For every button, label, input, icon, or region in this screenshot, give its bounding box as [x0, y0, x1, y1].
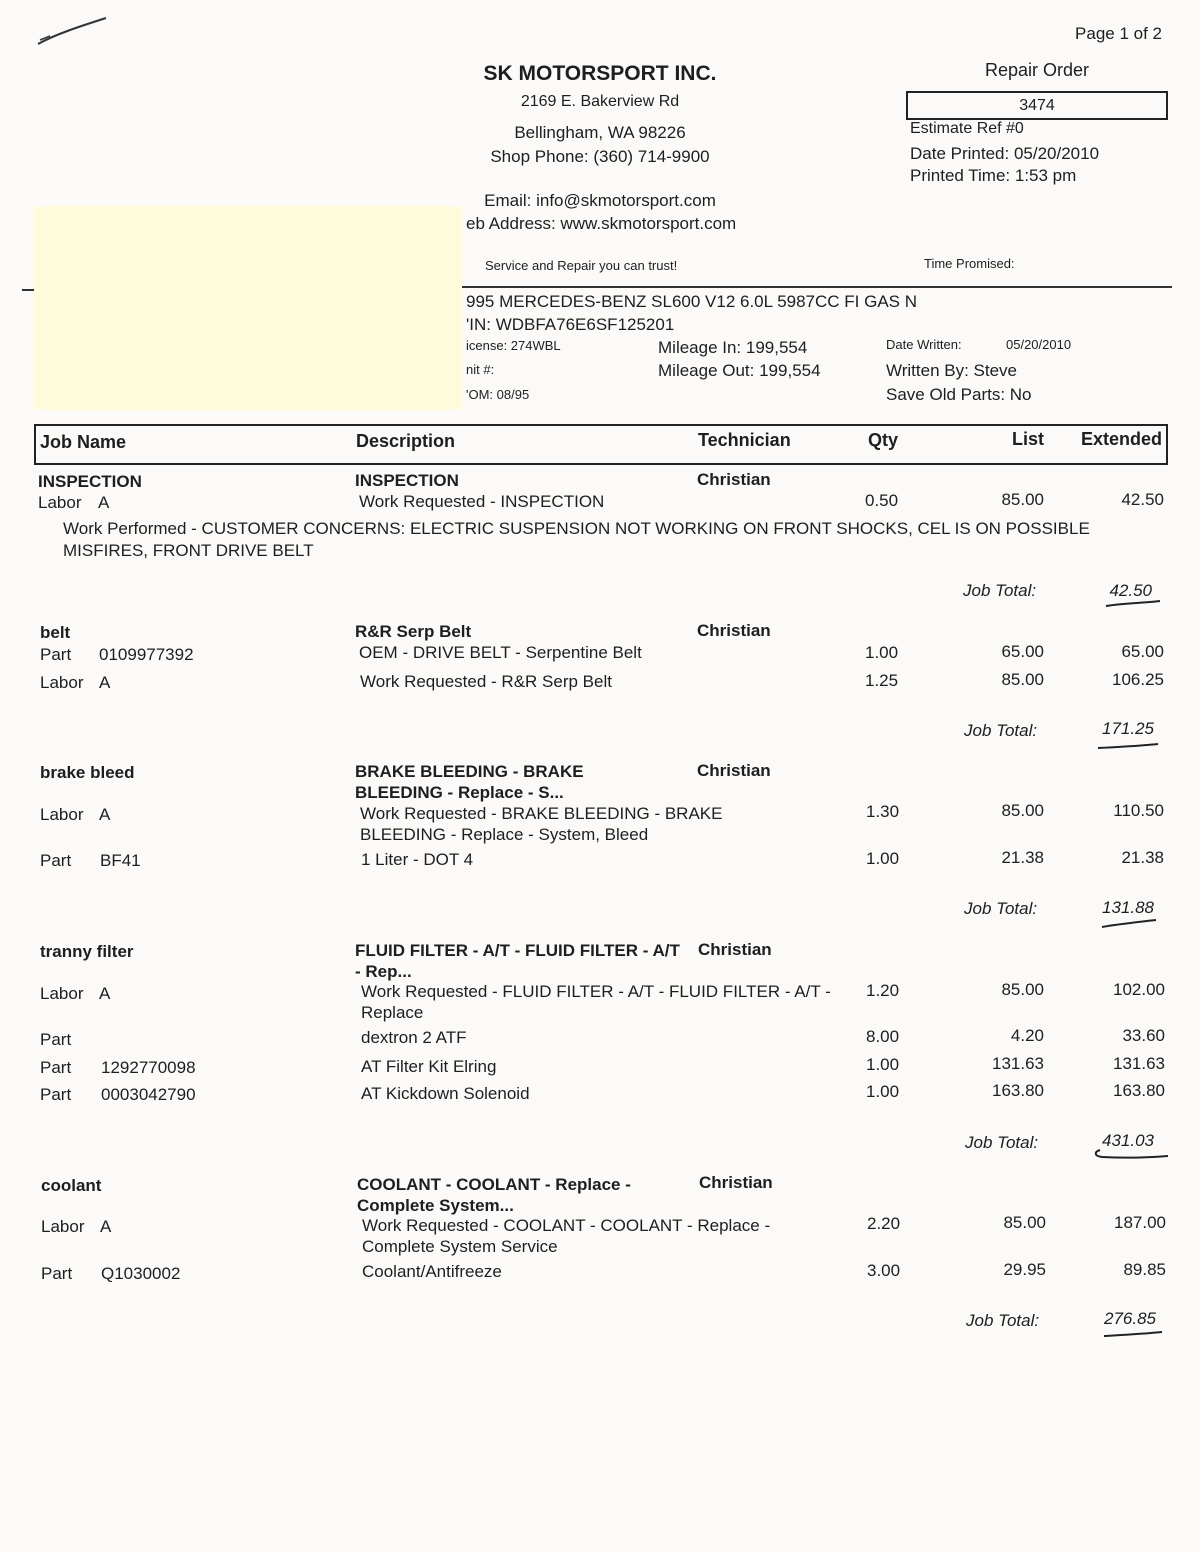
line-description: Work Requested - R&R Serp Belt [360, 672, 612, 691]
col-technician: Technician [698, 430, 791, 450]
line-list: 65.00 [1001, 642, 1044, 661]
handwritten-underline [1102, 1330, 1166, 1340]
date-written-label: Date Written: [886, 337, 962, 352]
line-code: 1292770098 [101, 1058, 196, 1077]
job-total: 171.25 [1102, 719, 1154, 738]
mileage-in: Mileage In: 199,554 [658, 338, 808, 357]
vehicle-dom: 'OM: 08/95 [466, 387, 530, 402]
line-type: Labor [40, 673, 84, 692]
line-description: 1 Liter - DOT 4 [361, 850, 474, 869]
job-description: COOLANT - COOLANT - Replace - Complete System... [357, 1175, 631, 1215]
job-total-label: Job Total: [964, 899, 1038, 918]
vehicle-vin: 'IN: WDBFA76E6SF125201 [466, 315, 675, 334]
line-extended: 89.85 [1123, 1260, 1166, 1279]
line-list: 85.00 [1001, 670, 1044, 689]
repair-order-number: 3474 [1019, 97, 1055, 114]
handwritten-underline [1104, 600, 1164, 610]
line-list: 85.00 [1001, 490, 1044, 509]
line-type: Part [40, 1030, 72, 1049]
line-type: Labor [41, 1217, 85, 1236]
job-technician: Christian [697, 470, 771, 489]
time-promised: Time Promised: [924, 256, 1015, 271]
line-extended: 33.60 [1122, 1026, 1165, 1045]
line-qty: 3.00 [867, 1261, 901, 1280]
line-type: Labor [40, 805, 84, 824]
shop-email: Email: info@skmotorsport.com [484, 191, 716, 210]
handwritten-underline [1092, 1148, 1170, 1162]
job-description: INSPECTION [355, 471, 459, 490]
line-description: AT Filter Kit Elring [361, 1057, 497, 1076]
handwritten-underline [1096, 742, 1162, 752]
line-extended: 187.00 [1114, 1213, 1166, 1232]
line-extended: 110.50 [1113, 801, 1164, 820]
line-description: dextron 2 ATF [361, 1028, 467, 1047]
line-type: Labor [40, 984, 84, 1003]
line-extended: 42.50 [1121, 490, 1164, 509]
line-list: 85.00 [1001, 801, 1044, 820]
line-extended: 163.80 [1113, 1081, 1165, 1100]
line-list: 4.20 [1010, 1026, 1044, 1045]
job-total-label: Job Total: [965, 1133, 1039, 1152]
job-total: 42.50 [1109, 581, 1152, 600]
line-list: 21.38 [1001, 848, 1044, 867]
divider [22, 289, 34, 291]
job-total-label: Job Total: [966, 1311, 1040, 1330]
shop-city: Bellingham, WA 98226 [514, 123, 686, 142]
job-name: belt [40, 623, 71, 642]
line-code: A [99, 984, 111, 1003]
table-header [34, 424, 1168, 465]
repair-order-title: Repair Order [984, 60, 1090, 80]
line-qty: 1.00 [866, 849, 900, 868]
job-total: 131.88 [1102, 898, 1154, 917]
shop-web: eb Address: www.skmotorsport.com [466, 214, 737, 233]
line-description: AT Kickdown Solenoid [361, 1084, 530, 1103]
col-extended: Extended [1080, 429, 1162, 449]
date-written: 05/20/2010 [1006, 337, 1072, 352]
job-technician: Christian [699, 1173, 773, 1192]
shop-name: SK MOTORSPORT INC. [483, 62, 717, 85]
job-name: tranny filter [40, 942, 134, 961]
line-description: Coolant/Antifreeze [362, 1262, 502, 1281]
estimate-ref: Estimate Ref #0 [910, 120, 1024, 137]
line-extended: 131.63 [1113, 1054, 1165, 1073]
line-code: 0003042790 [101, 1085, 196, 1104]
line-code: BF41 [100, 851, 141, 870]
job-total-label: Job Total: [963, 581, 1037, 600]
line-qty: 1.30 [866, 802, 900, 821]
job-description: R&R Serp Belt [355, 622, 472, 641]
line-qty: 1.20 [866, 981, 900, 1000]
line-extended: 21.38 [1121, 848, 1164, 867]
line-list: 163.80 [992, 1081, 1044, 1100]
line-list: 85.00 [1003, 1213, 1046, 1232]
handwritten-underline [1100, 918, 1160, 930]
col-description: Description [356, 431, 456, 451]
line-code: 0109977392 [99, 645, 194, 664]
line-description: OEM - DRIVE BELT - Serpentine Belt [359, 643, 642, 662]
job-total: 431.03 [1102, 1131, 1154, 1150]
shop-tagline: Service and Repair you can trust! [485, 258, 678, 273]
mileage-out: Mileage Out: 199,554 [658, 361, 821, 380]
line-code: A [100, 1217, 112, 1236]
line-type: Part [41, 1264, 73, 1283]
line-qty: 2.20 [867, 1214, 901, 1233]
line-code: Q1030002 [101, 1264, 181, 1283]
header-divider [462, 286, 1172, 288]
line-description: Work Requested - INSPECTION [359, 492, 605, 511]
col-list: List [1011, 429, 1044, 449]
line-extended: 102.00 [1113, 980, 1165, 999]
save-old-parts: Save Old Parts: No [886, 385, 1032, 404]
shop-street: 2169 E. Bakerview Rd [520, 93, 680, 110]
line-type: Labor [38, 493, 82, 512]
vehicle-unit: nit #: [466, 362, 495, 377]
line-qty: 1.00 [866, 1082, 900, 1101]
col-job-name: Job Name [40, 432, 127, 452]
shop-phone: Shop Phone: (360) 714-9900 [490, 147, 710, 166]
job-name: coolant [41, 1176, 102, 1195]
line-extended: 106.25 [1112, 670, 1164, 689]
repair-order-number-box [906, 91, 1168, 120]
job-technician: Christian [697, 621, 771, 640]
line-code: A [98, 493, 110, 512]
line-description: Work Requested - BRAKE BLEEDING - BRAKE BLEEDING - Replace - System, Bleed [360, 804, 723, 844]
written-by: Written By: Steve [886, 361, 1018, 380]
line-qty: 1.00 [865, 643, 899, 662]
line-code: A [99, 805, 111, 824]
line-qty: 1.00 [866, 1055, 900, 1074]
printed-time: Printed Time: 1:53 pm [910, 166, 1077, 185]
line-type: Part [40, 851, 72, 870]
line-qty: 1.25 [865, 671, 899, 690]
job-name: INSPECTION [38, 472, 142, 491]
line-code: A [99, 673, 111, 692]
line-type: Part [40, 645, 72, 664]
date-printed: Date Printed: 05/20/2010 [910, 144, 1100, 163]
line-qty: 0.50 [865, 491, 899, 510]
line-list: 85.00 [1001, 980, 1044, 999]
line-type: Part [40, 1085, 72, 1104]
job-name: brake bleed [40, 763, 135, 782]
vehicle-license: icense: 274WBL [466, 338, 561, 353]
job-total-label: Job Total: [964, 721, 1038, 740]
line-description: Work Requested - COOLANT - COOLANT - Replace - Complete System Service [362, 1216, 771, 1256]
job-description: BRAKE BLEEDING - BRAKE BLEEDING - Replace - S... [355, 762, 584, 802]
work-performed: Work Performed - CUSTOMER CONCERNS: ELECTRIC SUSPENSION NOT WORKING ON FRONT SHOCKS, CEL IS ON POSSIBLE MISFIRES, FRONT DRIVE BELT [63, 519, 1090, 560]
page-number: Page 1 of 2 [1075, 24, 1162, 43]
vehicle-description: 995 MERCEDES-BENZ SL600 V12 6.0L 5987CC FI GAS N [466, 292, 918, 311]
line-extended: 65.00 [1121, 642, 1164, 661]
line-type: Part [40, 1058, 72, 1077]
pen-mark [36, 14, 116, 48]
job-technician: Christian [698, 940, 772, 959]
line-description: Work Requested - FLUID FILTER - A/T - FLUID FILTER - A/T - Replace [361, 982, 831, 1022]
job-description: FLUID FILTER - A/T - FLUID FILTER - A/T - Rep... [355, 941, 680, 981]
line-list: 131.63 [992, 1054, 1044, 1073]
job-technician: Christian [697, 761, 771, 780]
job-total: 276.85 [1104, 1309, 1156, 1328]
line-qty: 8.00 [866, 1027, 900, 1046]
redaction-block [34, 206, 462, 410]
line-list: 29.95 [1003, 1260, 1046, 1279]
col-qty: Qty [868, 430, 899, 450]
